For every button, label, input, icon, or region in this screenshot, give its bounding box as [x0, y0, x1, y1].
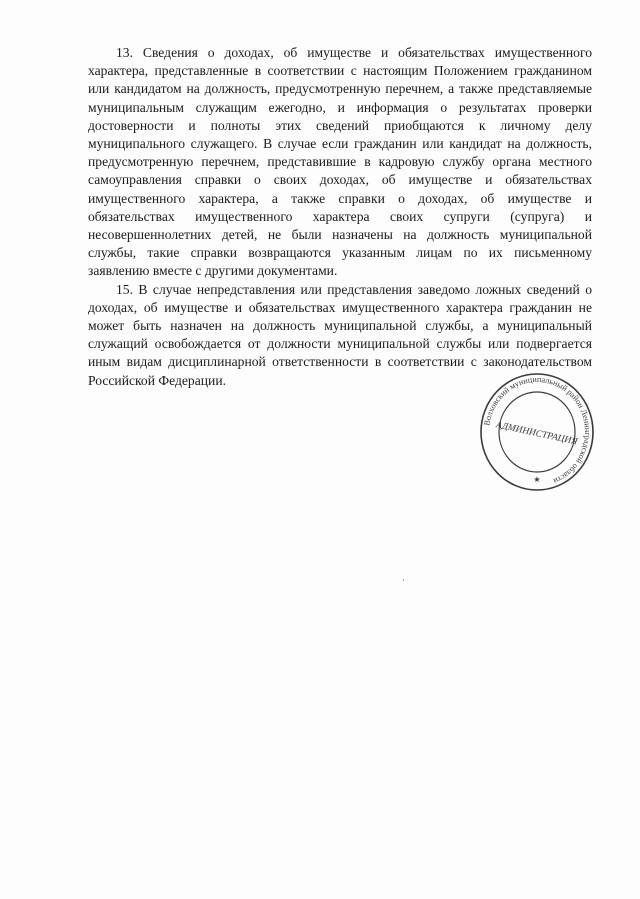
seal-inner-text: АДМИНИСТРАЦИЯ: [495, 420, 579, 448]
official-seal: [478, 370, 596, 494]
seal-graphic: [478, 370, 596, 494]
paragraph-15: 15. В случае непредставления или представления заведомо ложных сведений о доходах, об имуществе и обязательствах имущественного характера гражданин не может быть назначен на должность муниципальной службы, а муниципальный служащий освобождается от должности муниципальной службы или подвергается иным видам дисциплинарной ответственности в соответствии с законодательством Российской Федерации.: [88, 281, 592, 388]
scan-artifact: [403, 579, 404, 581]
seal-outer-text-path: Волховский муниципальный район Ленинградской области: [482, 374, 593, 486]
paragraph-13: 13. Сведения о доходах, об имуществе и обязательствах имущественного характера, представленные в соответствии с настоящим Положением гражданином или кандидатом на должность, предусмотренную перечнем, а также представляемые муниципальным служащим ежегодно, и информация о результатах проверки достоверности и полноты этих сведений приобщаются к личному делу муниципального служащего. В случае если гражданин или кандидат на должность, предусмотренную перечнем, представившие в кадровую службу органа местного самоуправления справки о своих доходах, об имуществе и обязательствах имущественного характера, а также справки о доходах, об имуществе и обязательствах имущественного характера своих супруги (супруга) и несовершеннолетних детей, не были назначены на должность муниципальной службы, такие справки возвращаются указанным лицам по их письменному заявлению вместе с другими документами.: [88, 45, 592, 279]
seal-star-icon: ★: [533, 475, 541, 484]
document-body: [88, 44, 592, 390]
